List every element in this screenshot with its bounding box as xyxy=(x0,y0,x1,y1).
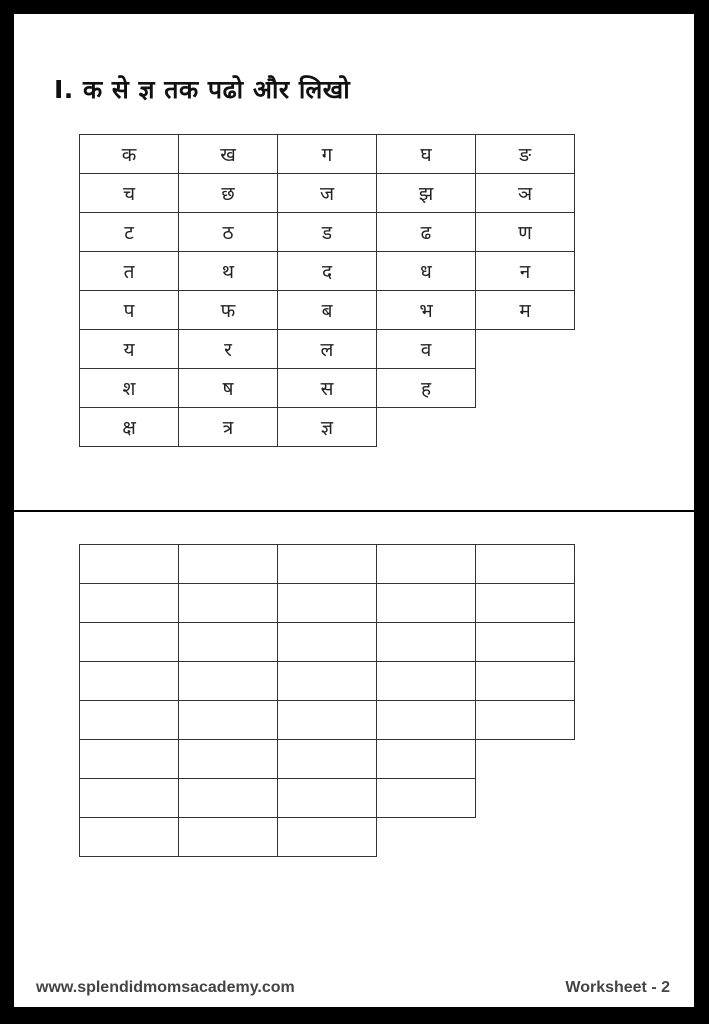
practice-cell[interactable] xyxy=(80,623,179,662)
letter-row xyxy=(80,291,575,330)
letter-row xyxy=(80,252,575,291)
practice-cell[interactable] xyxy=(377,779,476,818)
letter-cell: ठ xyxy=(179,213,278,252)
practice-cell[interactable] xyxy=(377,740,476,779)
letter-cell: ह xyxy=(377,369,476,408)
practice-cell[interactable] xyxy=(179,584,278,623)
letter-cell: ण xyxy=(476,213,575,252)
letter-cell: श xyxy=(80,369,179,408)
practice-cell[interactable] xyxy=(377,584,476,623)
letter-cell: ब xyxy=(278,291,377,330)
practice-cell[interactable] xyxy=(476,701,575,740)
practice-row xyxy=(80,818,575,857)
letter-cell: फ xyxy=(179,291,278,330)
letter-cell: झ xyxy=(377,174,476,213)
practice-cell[interactable] xyxy=(476,545,575,584)
practice-cell[interactable] xyxy=(179,662,278,701)
letter-cell: स xyxy=(278,369,377,408)
letter-cell: न xyxy=(476,252,575,291)
practice-cell[interactable] xyxy=(80,740,179,779)
letter-cell: ल xyxy=(278,330,377,369)
letter-cell: य xyxy=(80,330,179,369)
practice-table xyxy=(79,544,575,857)
letter-row xyxy=(80,330,575,369)
letter-cell: ढ xyxy=(377,213,476,252)
practice-cell[interactable] xyxy=(179,545,278,584)
worksheet-page xyxy=(14,14,694,1007)
letter-cell: द xyxy=(278,252,377,291)
practice-row xyxy=(80,662,575,701)
page-title: I. क से ज्ञ तक पढो और लिखो xyxy=(54,75,351,104)
letter-cell: त xyxy=(80,252,179,291)
practice-cell[interactable] xyxy=(278,584,377,623)
practice-cell[interactable] xyxy=(377,623,476,662)
practice-row xyxy=(80,779,575,818)
letter-cell: ख xyxy=(179,135,278,174)
practice-cell[interactable] xyxy=(476,584,575,623)
letter-cell: ङ xyxy=(476,135,575,174)
letter-cell: ध xyxy=(377,252,476,291)
practice-cell[interactable] xyxy=(80,662,179,701)
practice-cell[interactable] xyxy=(179,818,278,857)
practice-row xyxy=(80,584,575,623)
letter-row xyxy=(80,369,575,408)
letter-cell: घ xyxy=(377,135,476,174)
letter-cell: म xyxy=(476,291,575,330)
letter-cell: ष xyxy=(179,369,278,408)
letter-row xyxy=(80,135,575,174)
practice-cell[interactable] xyxy=(278,623,377,662)
practice-row xyxy=(80,740,575,779)
letter-cell: र xyxy=(179,330,278,369)
letter-cell: प xyxy=(80,291,179,330)
practice-row xyxy=(80,623,575,662)
practice-cell[interactable] xyxy=(278,545,377,584)
practice-cell[interactable] xyxy=(179,740,278,779)
letter-cell: ग xyxy=(278,135,377,174)
practice-cell[interactable] xyxy=(80,584,179,623)
letter-cell: ट xyxy=(80,213,179,252)
letter-cell: छ xyxy=(179,174,278,213)
letter-cell: ड xyxy=(278,213,377,252)
letter-cell: ज्ञ xyxy=(278,408,377,447)
practice-cell[interactable] xyxy=(278,818,377,857)
letter-cell: व xyxy=(377,330,476,369)
practice-cell[interactable] xyxy=(179,701,278,740)
letter-row xyxy=(80,408,575,447)
letter-row xyxy=(80,213,575,252)
practice-cell[interactable] xyxy=(476,623,575,662)
letter-cell: क xyxy=(80,135,179,174)
practice-cell[interactable] xyxy=(179,623,278,662)
practice-cell[interactable] xyxy=(377,701,476,740)
practice-cell[interactable] xyxy=(476,662,575,701)
practice-cell[interactable] xyxy=(377,662,476,701)
practice-cell[interactable] xyxy=(278,662,377,701)
practice-row xyxy=(80,545,575,584)
letter-cell: त्र xyxy=(179,408,278,447)
practice-cell[interactable] xyxy=(80,818,179,857)
practice-cell[interactable] xyxy=(377,545,476,584)
letter-row xyxy=(80,174,575,213)
worksheet-number: Worksheet - 2 xyxy=(565,979,670,996)
letter-cell: ज xyxy=(278,174,377,213)
letter-cell: भ xyxy=(377,291,476,330)
practice-cell[interactable] xyxy=(278,740,377,779)
website-footer: www.splendidmomsacademy.com xyxy=(36,979,295,996)
practice-cell[interactable] xyxy=(278,701,377,740)
letters-table xyxy=(79,134,575,447)
practice-cell[interactable] xyxy=(80,545,179,584)
section-divider xyxy=(14,510,694,512)
letter-cell: च xyxy=(80,174,179,213)
practice-cell[interactable] xyxy=(80,779,179,818)
letter-cell: थ xyxy=(179,252,278,291)
practice-cell[interactable] xyxy=(179,779,278,818)
practice-row xyxy=(80,701,575,740)
practice-cell[interactable] xyxy=(80,701,179,740)
letter-cell: क्ष xyxy=(80,408,179,447)
practice-cell[interactable] xyxy=(278,779,377,818)
letter-cell: ञ xyxy=(476,174,575,213)
